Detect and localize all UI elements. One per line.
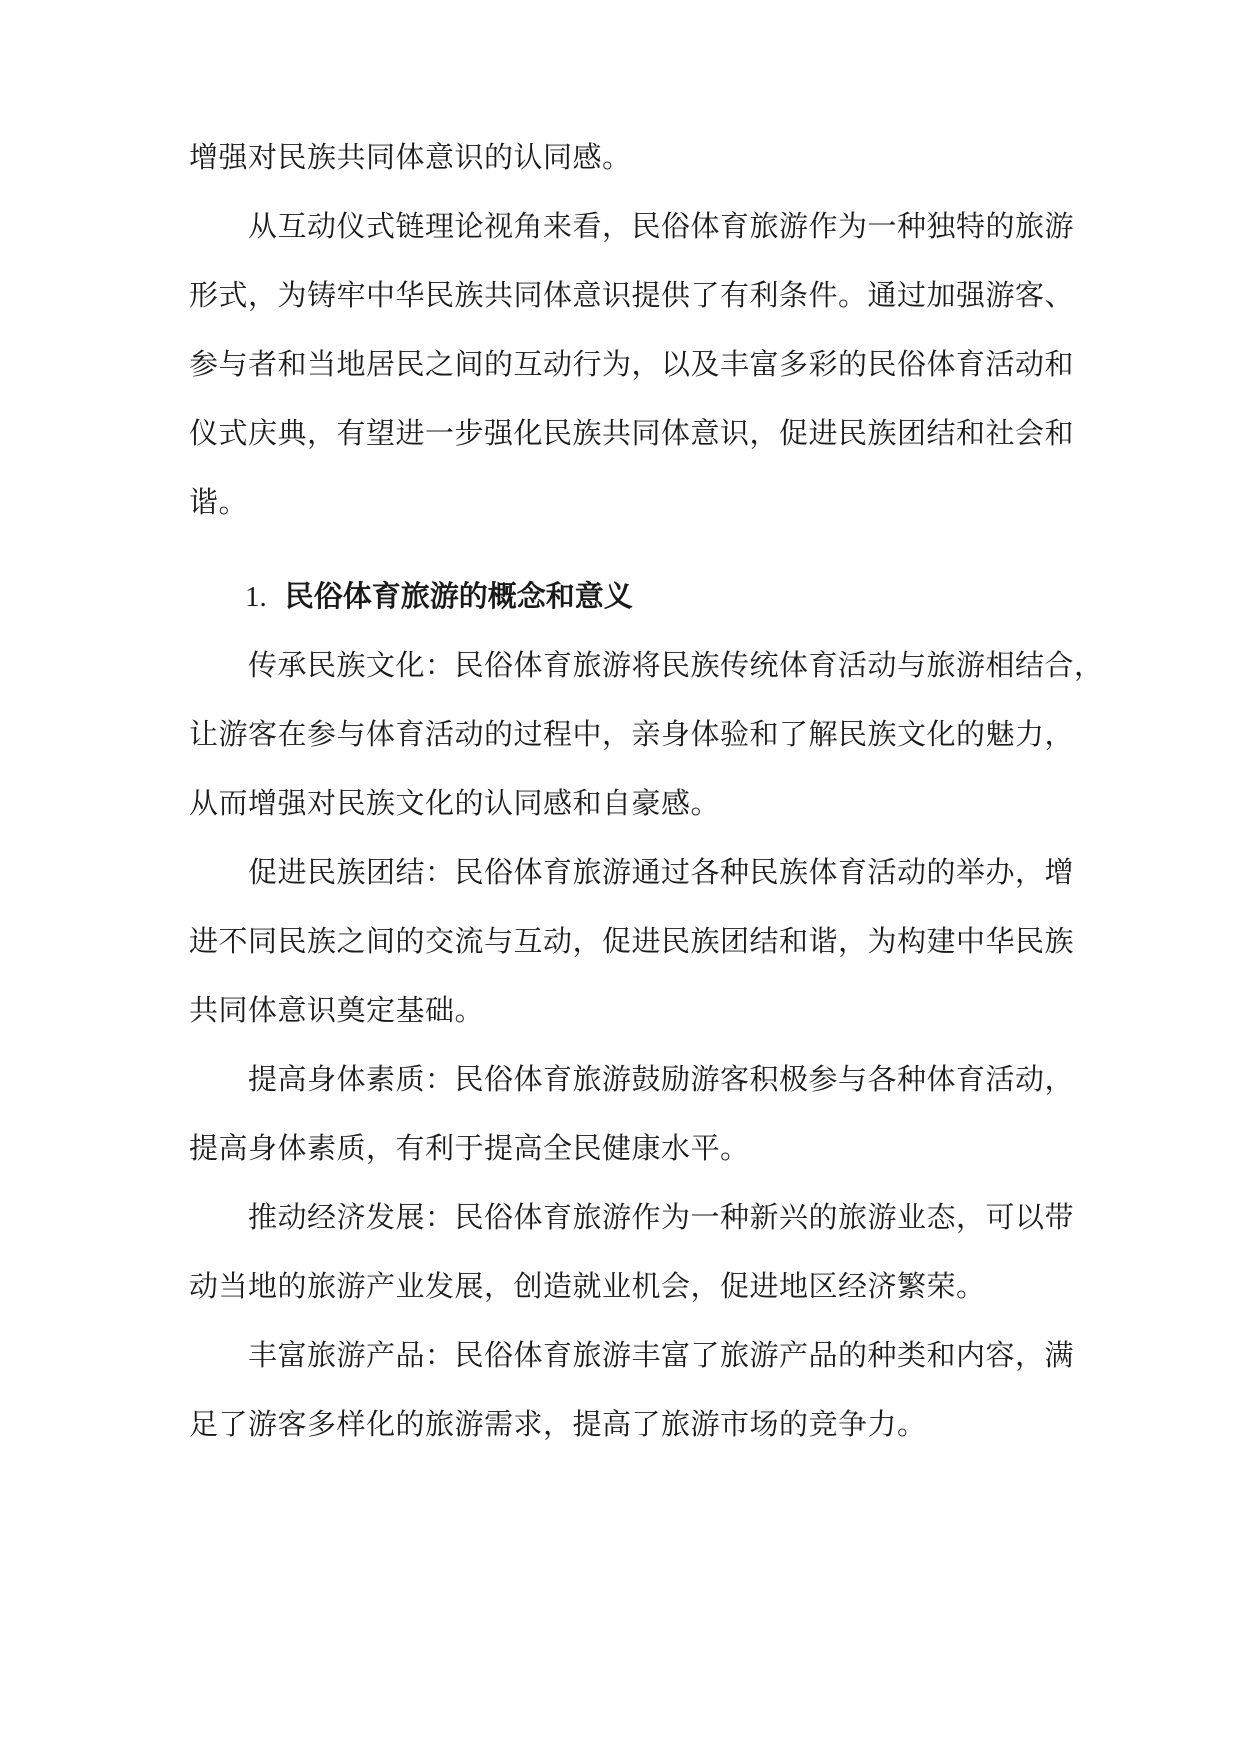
text-line: 从互动仪式链理论视角来看，民俗体育旅游作为一种独特的旅游 <box>189 209 1075 243</box>
text-line: 推动经济发展：民俗体育旅游作为一种新兴的旅游业态，可以带 <box>189 1200 1075 1234</box>
text-line: 促进民族团结：民俗体育旅游通过各种民族体育活动的举办，增 <box>189 855 1075 889</box>
text-line: 参与者和当地居民之间的互动行为，以及丰富多彩的民俗体育活动和 <box>189 347 1075 381</box>
text-line: 提高身体素质，有利于提高全民健康水平。 <box>189 1131 750 1165</box>
text-line: 让游客在参与体育活动的过程中，亲身体验和了解民族文化的魅力， <box>189 717 1075 751</box>
section-heading <box>245 576 633 617</box>
text-line: 共同体意识奠定基础。 <box>189 993 485 1027</box>
text-line: 从而增强对民族文化的认同感和自豪感。 <box>189 786 721 820</box>
text-line: 仪式庆典，有望进一步强化民族共同体意识，促进民族团结和社会和 <box>189 416 1075 450</box>
text-line: 足了游客多样化的旅游需求，提高了旅游市场的竞争力。 <box>189 1407 927 1441</box>
section-title: 民俗体育旅游的概念和意义 <box>284 579 633 613</box>
text-line: 动当地的旅游产业发展，创造就业机会，促进地区经济繁荣。 <box>189 1269 986 1303</box>
text-line: 谐。 <box>189 485 249 519</box>
text-line: 丰富旅游产品：民俗体育旅游丰富了旅游产品的种类和内容，满 <box>189 1338 1075 1372</box>
text-line: 提高身体素质：民俗体育旅游鼓励游客积极参与各种体育活动， <box>189 1062 1075 1096</box>
text-line: 增强对民族共同体意识的认同感。 <box>189 140 632 174</box>
text-line: 形式，为铸牢中华民族共同体意识提供了有利条件。通过加强游客、 <box>189 278 1075 312</box>
text-line: 进不同民族之间的交流与互动，促进民族团结和谐，为构建中华民族 <box>189 924 1075 958</box>
section-number: 1. <box>245 581 267 613</box>
text-line: 传承民族文化：民俗体育旅游将民族传统体育活动与旅游相结合， <box>189 648 1104 682</box>
